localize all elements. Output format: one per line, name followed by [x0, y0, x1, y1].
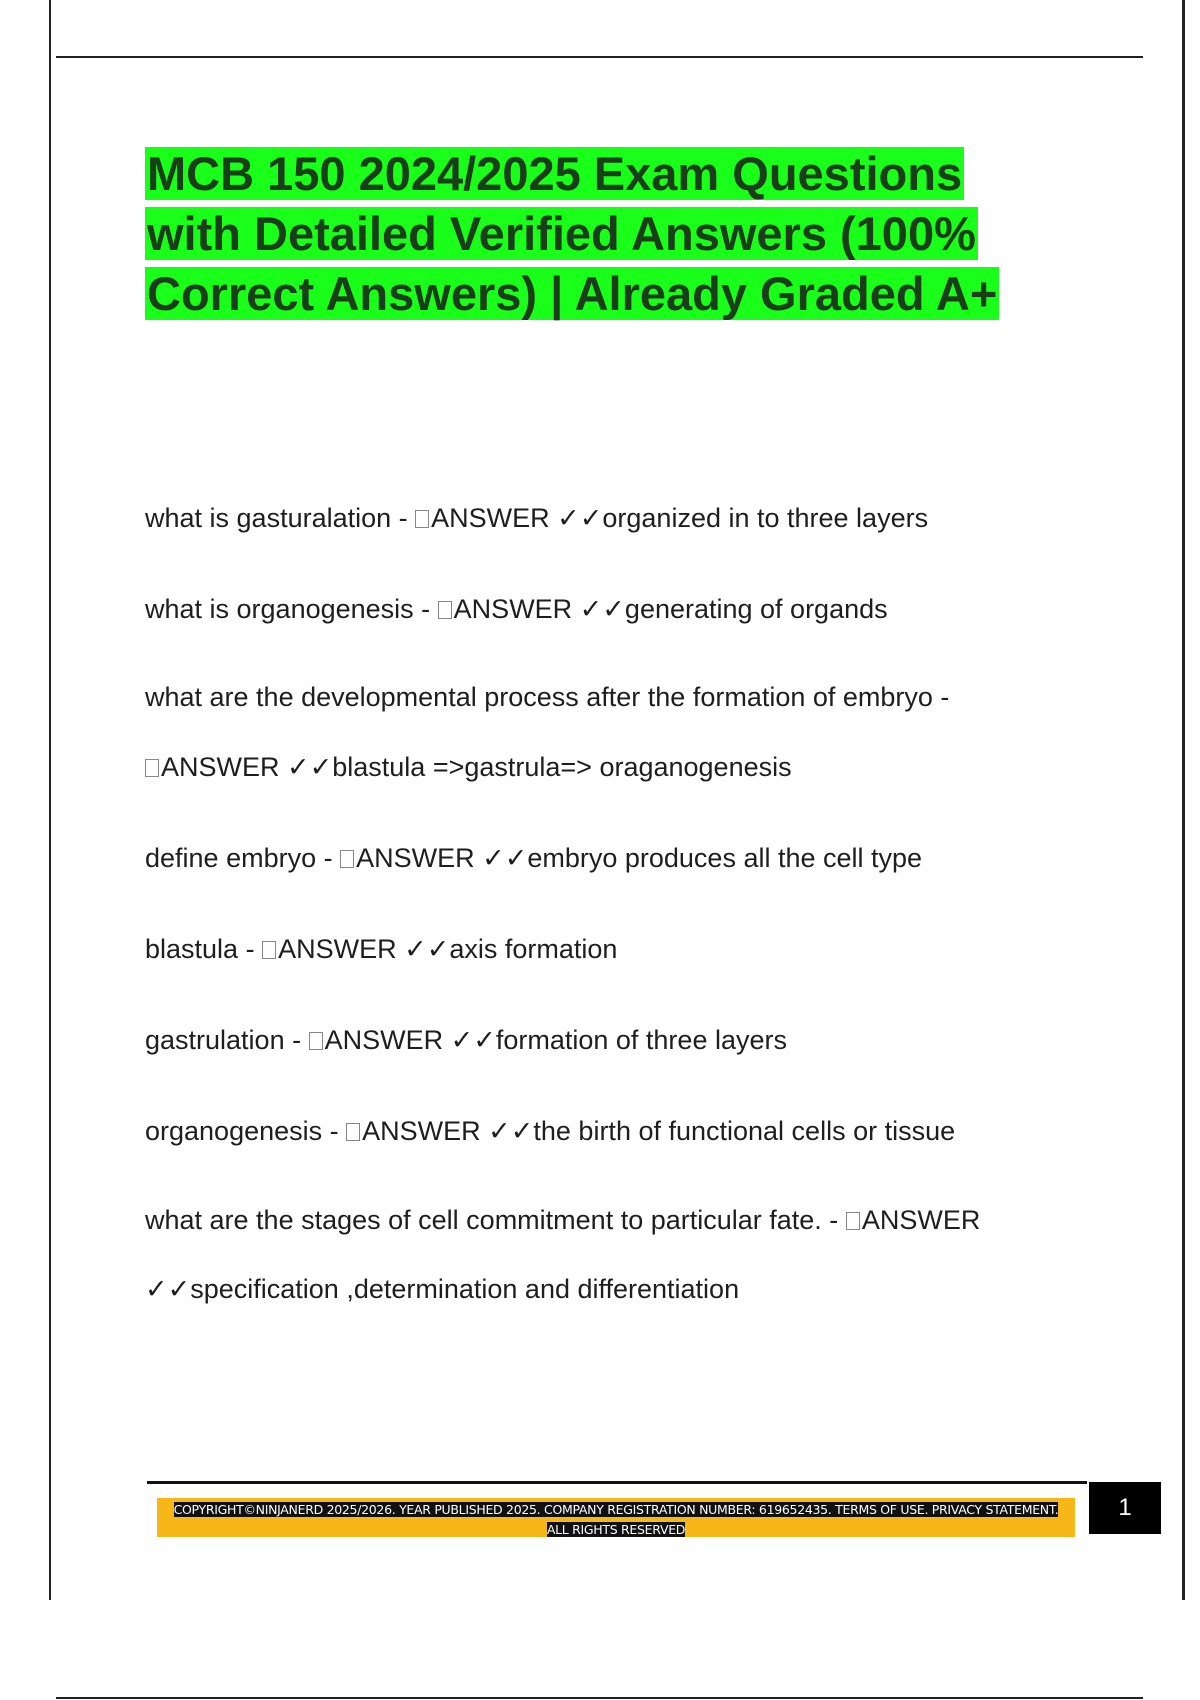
qa-line — [145, 824, 1045, 892]
qa-question: what are the developmental process after the formation of embryo - — [145, 682, 950, 712]
header-rule — [56, 56, 1143, 58]
bottom-rule — [56, 1697, 1143, 1699]
missing-glyph-box-icon — [145, 759, 159, 777]
document-title-text: MCB 150 2024/2025 Exam Questions with Detailed Verified Answers (100% Correct Answers) | Already Graded A+ — [147, 147, 998, 320]
qa-line — [145, 915, 1045, 983]
qa-answer: ANSWER ✓✓blastula =>gastrula=> oraganogenesis — [145, 752, 792, 782]
qa-question: what is gasturalation - ANSWER ✓✓organized in to three layers — [145, 503, 929, 533]
missing-glyph-box-icon — [846, 1212, 860, 1230]
missing-glyph-box-icon — [340, 850, 354, 868]
qa-question: what is organogenesis - ANSWER ✓✓generating of organds — [145, 594, 888, 624]
document-title — [145, 144, 1045, 324]
missing-glyph-box-icon — [346, 1123, 360, 1141]
qa-line — [145, 733, 1045, 801]
qa-question: define embryo - ANSWER ✓✓embryo produces all the cell type — [145, 843, 923, 873]
qa-line — [145, 484, 1045, 552]
page-frame-left-border — [49, 0, 51, 1600]
missing-glyph-box-icon — [415, 510, 429, 528]
qa-line — [145, 1186, 1045, 1254]
missing-glyph-box-icon — [438, 601, 452, 619]
page-number: 1 — [1089, 1482, 1161, 1534]
qa-question: what are the stages of cell commitment to particular fate. - ANSWER — [145, 1205, 981, 1235]
page-frame-right-border — [1182, 0, 1185, 1600]
qa-line — [145, 1255, 1045, 1323]
qa-question: blastula - ANSWER ✓✓axis formation — [145, 934, 618, 964]
qa-answer: ✓✓specification ,determination and differentiation — [145, 1274, 740, 1304]
footer-copyright — [170, 1500, 1062, 1540]
missing-glyph-box-icon — [262, 941, 276, 959]
qa-line — [145, 663, 1045, 731]
missing-glyph-box-icon — [309, 1032, 323, 1050]
qa-line — [145, 1006, 1045, 1074]
qa-question: organogenesis - ANSWER ✓✓the birth of functional cells or tissue — [145, 1116, 956, 1146]
footer-copyright-text: COPYRIGHT©NINJANERD 2025/2026. YEAR PUBLISHED 2025. COMPANY REGISTRATION NUMBER: 619652435. TERMS OF USE. PRIVACY STATEMENT. ALL RIGHTS RESERVED — [173, 1502, 1059, 1537]
qa-line — [145, 575, 1045, 643]
qa-question: gastrulation - ANSWER ✓✓formation of three layers — [145, 1025, 787, 1055]
qa-line — [145, 1097, 1045, 1165]
footer-rule — [147, 1481, 1087, 1484]
